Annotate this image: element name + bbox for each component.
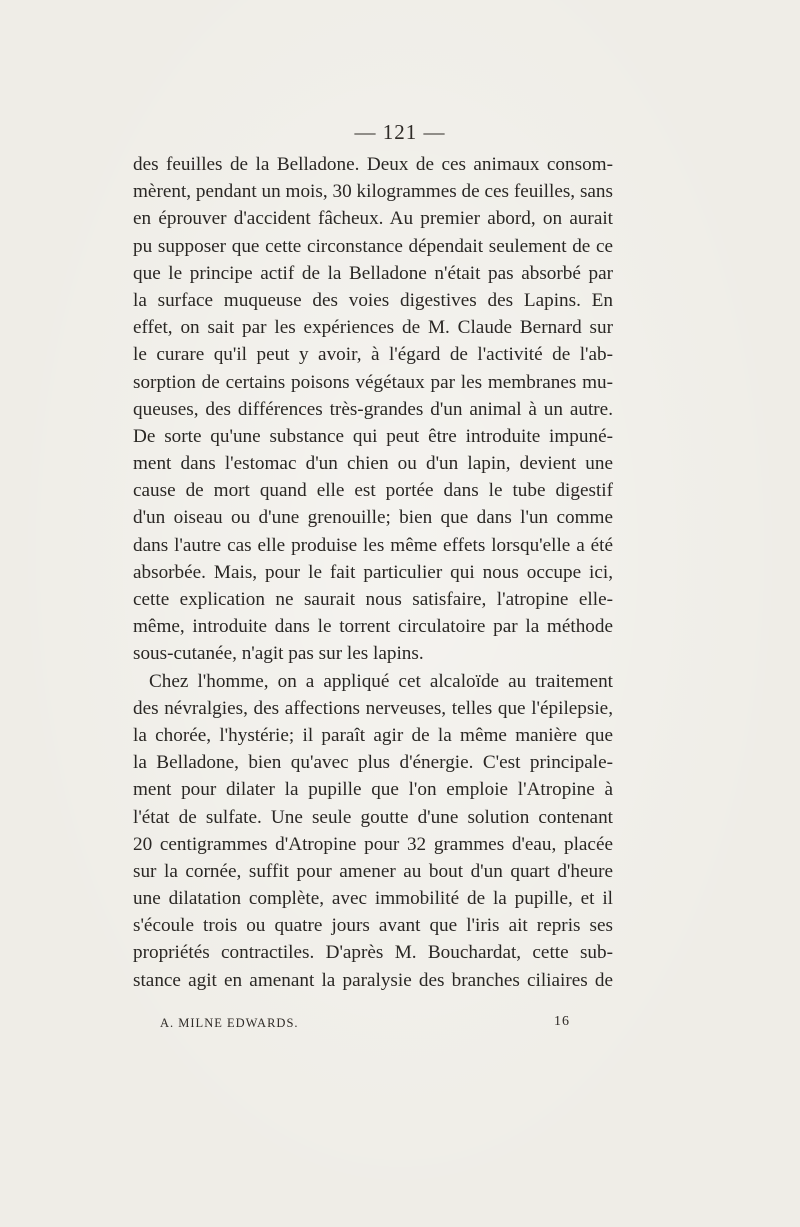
text-line: le curare qu'il peut y avoir, à l'égard de l'activité de l'ab- (133, 344, 613, 366)
text-line: 20 centigrammes d'Atropine pour 32 grammes d'eau, placée (133, 833, 613, 855)
text-line: cette explication ne saurait nous satisfaire, l'atropine elle- (133, 589, 613, 610)
text-line: l'état de sulfate. Une seule goutte d'une solution contenant (133, 806, 613, 828)
text-line: la chorée, l'hystérie; il paraît agir de la même manière que (133, 724, 613, 746)
text-line: effet, on sait par les expériences de M. Claude Bernard sur (133, 317, 613, 339)
text-line: stance agit en amenant la paralysie des branches ciliaires de (133, 969, 613, 991)
text-line: Chez l'homme, on a appliqué cet alcaloïde au traitement (149, 670, 613, 692)
text-line: la Belladone, bien qu'avec plus d'énergie. C'est principale- (133, 752, 613, 774)
text-line: la surface muqueuse des voies digestives des Lapins. En (133, 289, 613, 311)
page-number: — 121 — (354, 120, 446, 144)
sheet-number: 16 (554, 1014, 570, 1029)
text-line: que le principe actif de la Belladone n'était pas absorbé par (133, 262, 613, 284)
text-line: dans l'autre cas elle produise les même effets lorsqu'elle a été (133, 534, 613, 556)
text-line: sorption de certains poisons végétaux par les membranes mu- (133, 371, 613, 393)
text-line: d'un oiseau ou d'une grenouille; bien que dans l'un comme (133, 507, 613, 529)
text-line: queuses, des différences très-grandes d'un animal à un autre. (133, 398, 613, 420)
text-line: des feuilles de la Belladone. Deux de ces animaux consom- (133, 154, 613, 175)
body-text (133, 151, 613, 994)
text-line: propriétés contractiles. D'après M. Bouchardat, cette sub- (133, 942, 613, 964)
text-line: absorbée. Mais, pour le fait particulier qui nous occupe ici, (133, 561, 613, 583)
text-line: des névralgies, des affections nerveuses, telles que l'épilepsie, (133, 697, 613, 719)
text-line: cause de mort quand elle est portée dans le tube digestif (133, 480, 613, 502)
text-line: même, introduite dans le torrent circulatoire par la méthode (133, 616, 613, 638)
text-line: mèrent, pendant un mois, 30 kilogrammes de ces feuilles, sans (133, 181, 613, 203)
text-line: pu supposer que cette circonstance dépendait seulement de ce (133, 235, 613, 257)
text-line: sous-cutanée, n'agit pas sur les lapins. (133, 643, 424, 665)
text-line: s'écoule trois ou quatre jours avant que l'iris ait repris ses (133, 915, 613, 937)
text-line: ment pour dilater la pupille que l'on emploie l'Atropine à (133, 779, 613, 801)
text-line: une dilatation complète, avec immobilité de la pupille, et il (133, 888, 613, 910)
text-line: en éprouver d'accident fâcheux. Au premier abord, on aurait (133, 208, 613, 230)
text-line: De sorte qu'une substance qui peut être introduite impuné- (133, 425, 613, 447)
text-line: ment dans l'estomac d'un chien ou d'un lapin, devient une (133, 453, 613, 475)
author-signature: A. MILNE EDWARDS. (160, 1016, 299, 1030)
text-line: sur la cornée, suffit pour amener au bout d'un quart d'heure (133, 860, 613, 882)
